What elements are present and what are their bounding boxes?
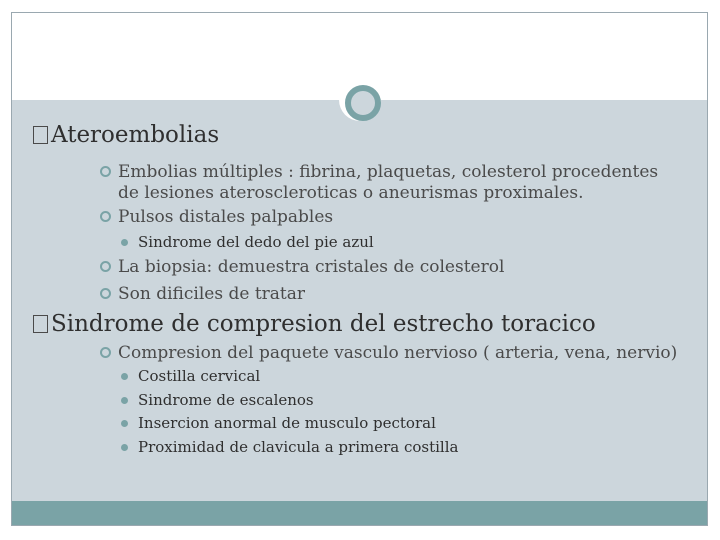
- section-heading: [33, 311, 596, 337]
- ring-bullet-icon: [100, 261, 111, 272]
- ring-bullet-icon: [100, 166, 111, 177]
- section-heading-text: Sindrome de compresion del estrecho toracico: [51, 311, 596, 337]
- dot-bullet-icon: [121, 420, 128, 427]
- list-item: Pulsos distales palpables: [118, 206, 333, 228]
- sub-list-item: Proximidad de clavicula a primera costilla: [138, 437, 458, 457]
- ring-bullet-icon: [100, 211, 111, 222]
- checkbox-outline-icon: [33, 315, 48, 333]
- checkbox-outline-icon: [33, 126, 48, 144]
- sub-list-item: Sindrome de escalenos: [138, 390, 314, 410]
- list-item: Embolias múltiples : fibrina, plaquetas, colesterol procedentes: [118, 161, 658, 183]
- ring-bullet-icon: [100, 347, 111, 358]
- section-heading-text: Ateroembolias: [51, 122, 220, 148]
- section-heading: [33, 122, 219, 148]
- dot-bullet-icon: [121, 397, 128, 404]
- dot-bullet-icon: [121, 373, 128, 380]
- sub-list-item: Costilla cervical: [138, 366, 260, 386]
- list-item: Son dificiles de tratar: [118, 283, 305, 305]
- sub-list-item: Insercion anormal de musculo pectoral: [138, 413, 436, 433]
- list-item: La biopsia: demuestra cristales de colesterol: [118, 256, 504, 278]
- sub-list-item: Sindrome del dedo del pie azul: [138, 232, 374, 252]
- dot-bullet-icon: [121, 444, 128, 451]
- list-item: Compresion del paquete vasculo nervioso ( arteria, vena, nervio): [118, 342, 677, 364]
- dot-bullet-icon: [121, 239, 128, 246]
- list-item-continuation: de lesiones ateroscleroticas o aneurismas proximales.: [118, 183, 584, 203]
- ring-bullet-icon: [100, 288, 111, 299]
